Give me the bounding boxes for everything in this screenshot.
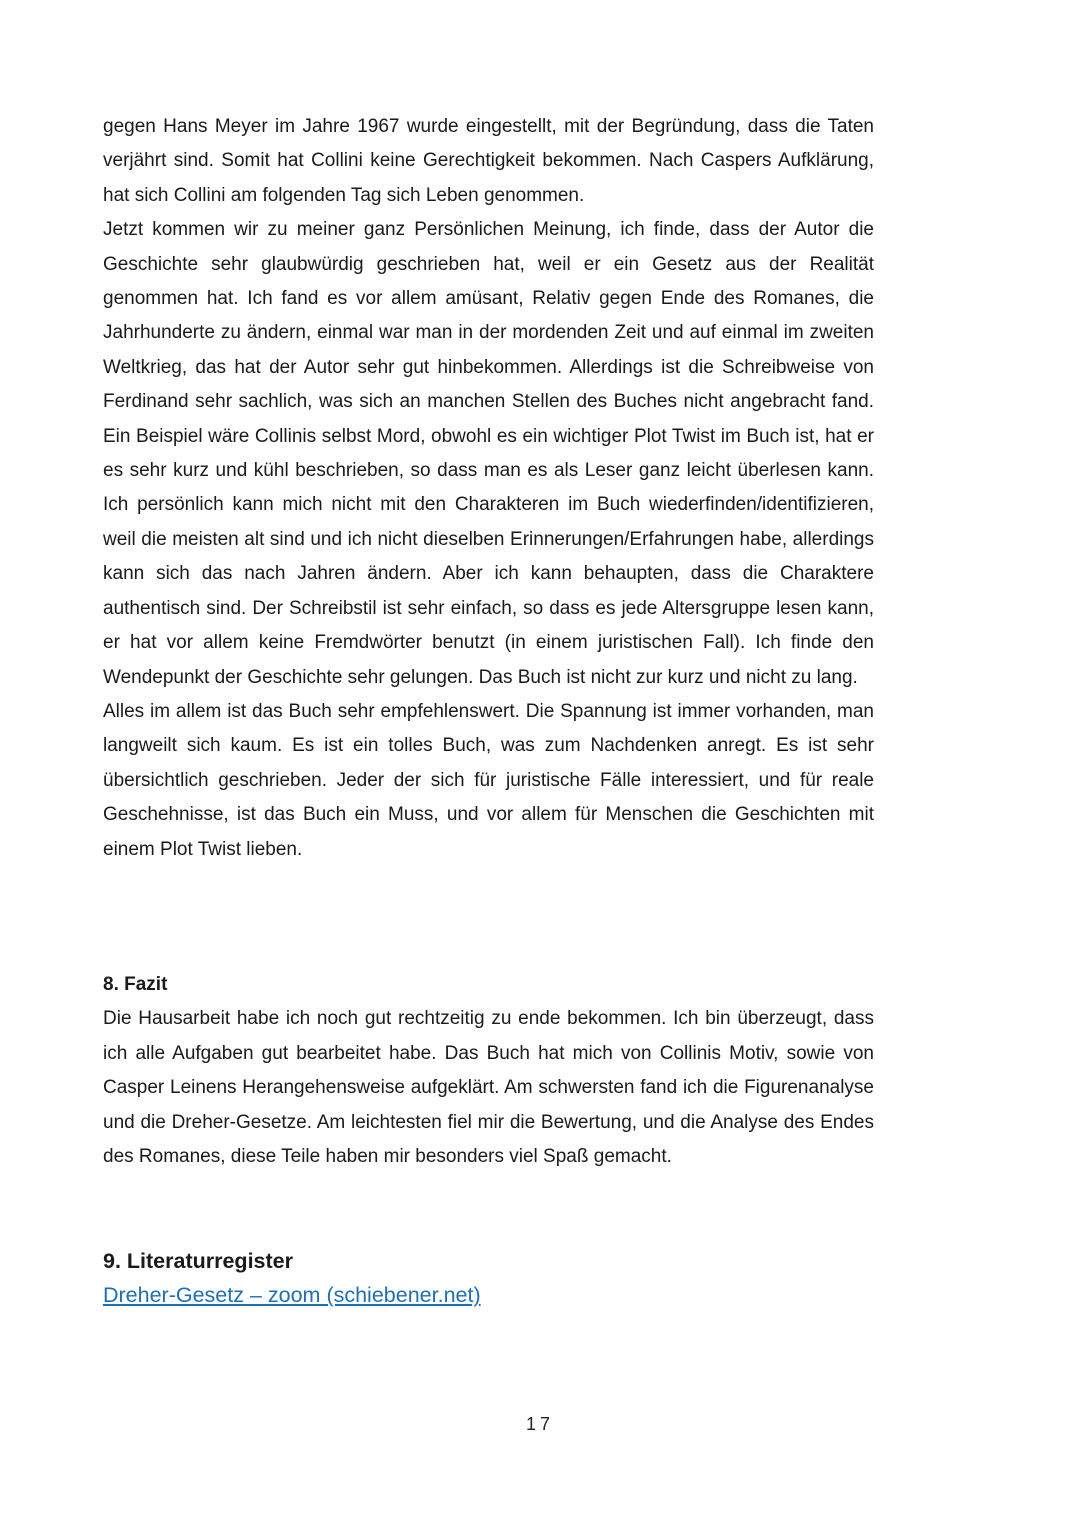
paragraph-persoenliche-meinung: Jetzt kommen wir zu meiner ganz Persönlichen Meinung, ich finde, dass der Autor die Geschichte sehr glaubwürdig geschrieben hat, weil er ein Gesetz aus der Realität genommen hat. Ich fand es vor allem amüsant, Relativ gegen Ende des Romanes, die Jahrhunderte zu ändern, einmal war man in der mordenden Zeit und auf einmal im zweiten Weltkrieg, das hat der Autor sehr gut hinbekommen. Allerdings ist die Schreibweise von Ferdinand sehr sachlich, was sich an manchen Stellen des Buches nicht angebracht fand. Ein Beispiel wäre Collinis selbst Mord, obwohl es ein wichtiger Plot Twist im Buch ist, hat er es sehr kurz und kühl beschrieben, so dass man es als Leser ganz leicht überlesen kann. Ich persönlich kann mich nicht mit den Charakteren im Buch wiederfinden/identifizieren, weil die meisten alt sind und ich nicht dieselben Erinnerungen/Erfahrungen habe, allerdings kann sich das nach Jahren ändern. Aber ich kann behaupten, dass die Charaktere authentisch sind. Der Schreibstil ist sehr einfach, so dass es jede Altersgruppe lesen kann, er hat vor allem keine Fremdwörter benutzt (in einem juristischen Fall). Ich finde den Wendepunkt der Geschichte sehr gelungen. Das Buch ist nicht zur kurz und nicht zu lang. (103, 219, 874, 688)
paragraph-verjaehrung: gegen Hans Meyer im Jahre 1967 wurde eingestellt, mit der Begründung, dass die Taten verjährt sind. Somit hat Collini keine Gerechtigkeit bekommen. Nach Caspers Aufklärung, hat sich Collini am folgenden Tag sich Leben genommen. (103, 116, 874, 206)
heading-literaturregister: 9. Literaturregister (103, 1249, 293, 1273)
heading-fazit: 8. Fazit (103, 974, 168, 995)
reference-link-dreher-gesetz[interactable]: Dreher-Gesetz – zoom (schiebener.net) (103, 1283, 481, 1307)
paragraph-fazit: Die Hausarbeit habe ich noch gut rechtzeitig zu ende bekommen. Ich bin überzeugt, dass ich alle Aufgaben gut bearbeitet habe. Das Buch hat mich von Collinis Motiv, sowie von Casper Leinens Herangehensweise aufgeklärt. Am schwersten fand ich die Figurenanalyse und die Dreher-Gesetze. Am leichtesten fiel mir die Bewertung, und die Analyse des Endes des Romanes, diese Teile haben mir besonders viel Spaß gemacht. (103, 1008, 874, 1168)
page-number: 17 (525, 1414, 555, 1434)
body-text (103, 110, 874, 867)
section-fazit (103, 968, 874, 1174)
paragraph-empfehlung: Alles im allem ist das Buch sehr empfehlenswert. Die Spannung ist immer vorhanden, man langweilt sich kaum. Es ist ein tolles Buch, was zum Nachdenken anregt. Es ist sehr übersichtlich geschrieben. Jeder der sich für juristische Fälle interessiert, und für reale Geschehnisse, ist das Buch ein Muss, und vor allem für Menschen die Geschichten mit einem Plot Twist lieben. (103, 700, 874, 860)
section-literaturregister (103, 1244, 874, 1312)
